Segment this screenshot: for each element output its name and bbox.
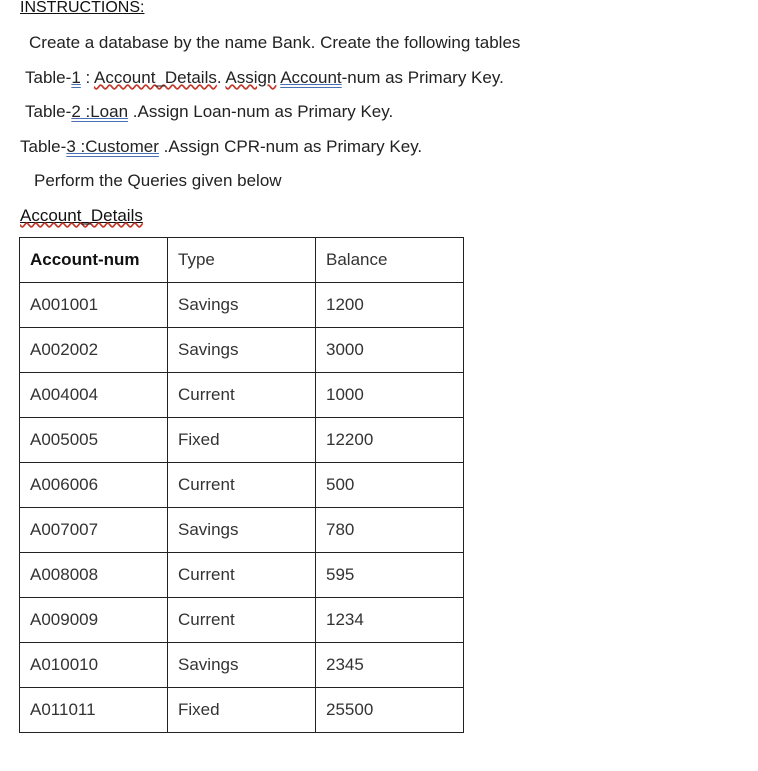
table-1-rest: -num as Primary Key. (341, 68, 504, 87)
cell-account-num: A005005 (20, 418, 168, 463)
cell-balance: 1000 (316, 373, 464, 418)
table-row (20, 283, 464, 328)
table-1-prefix: Table- (25, 68, 72, 87)
cell-type: Current (168, 463, 316, 508)
cell-type: Savings (168, 643, 316, 688)
table-1-number: 1 (71, 68, 81, 87)
table-1-key: Account (280, 68, 342, 87)
cell-balance: 2345 (316, 643, 464, 688)
cell-account-num: A009009 (20, 598, 168, 643)
table-header-row (20, 238, 464, 283)
cell-type: Savings (168, 328, 316, 373)
instruction-create-database: Create a database by the name Bank. Create the following tables (29, 33, 521, 52)
cell-account-num: A007007 (20, 508, 168, 553)
table-row (20, 598, 464, 643)
header-type: Type (168, 238, 316, 283)
table-1-separator: : (80, 68, 95, 87)
table-2-name: 2 :Loan (71, 102, 129, 121)
table-row (20, 373, 464, 418)
table-1-assign: Assign (225, 68, 277, 87)
cell-type: Fixed (168, 418, 316, 463)
cell-type: Fixed (168, 688, 316, 733)
cell-account-num: A011011 (20, 688, 168, 733)
table-1-name: Account_Details (94, 68, 217, 87)
cell-account-num: A002002 (20, 328, 168, 373)
cell-account-num: A004004 (20, 373, 168, 418)
table-3-rest: .Assign CPR-num as Primary Key. (158, 137, 423, 156)
cell-balance: 500 (316, 463, 464, 508)
table-3-prefix: Table- (20, 137, 67, 156)
table-2-prefix: Table- (25, 102, 72, 121)
cell-type: Current (168, 553, 316, 598)
table-2-rest: .Assign Loan-num as Primary Key. (128, 102, 394, 121)
header-balance: Balance (316, 238, 464, 283)
cell-type: Current (168, 373, 316, 418)
table-row (20, 418, 464, 463)
cell-type: Savings (168, 283, 316, 328)
instruction-table-1 (25, 68, 504, 88)
cell-account-num: A008008 (20, 553, 168, 598)
account-details-table (19, 237, 464, 733)
cell-account-num: A001001 (20, 283, 168, 328)
header-account-num: Account-num (20, 238, 168, 283)
table-row (20, 463, 464, 508)
instruction-table-2 (25, 102, 393, 122)
cell-account-num: A010010 (20, 643, 168, 688)
cell-balance: 1200 (316, 283, 464, 328)
instruction-perform-queries: Perform the Queries given below (34, 171, 282, 190)
table-title (20, 206, 143, 226)
table-row (20, 328, 464, 373)
table-row (20, 688, 464, 733)
table-row (20, 553, 464, 598)
instruction-table-3 (20, 137, 422, 157)
cell-balance: 595 (316, 553, 464, 598)
table-1-mid: . (216, 68, 226, 87)
cell-balance: 25500 (316, 688, 464, 733)
cell-type: Savings (168, 508, 316, 553)
cell-balance: 3000 (316, 328, 464, 373)
cell-balance: 1234 (316, 598, 464, 643)
instructions-heading: INSTRUCTIONS: (20, 0, 145, 16)
cell-type: Current (168, 598, 316, 643)
cell-account-num: A006006 (20, 463, 168, 508)
table-row (20, 643, 464, 688)
table-title-text: Account_Details (20, 206, 143, 225)
table-3-name: 3 :Customer (66, 137, 159, 156)
cell-balance: 780 (316, 508, 464, 553)
table-row (20, 508, 464, 553)
cell-balance: 12200 (316, 418, 464, 463)
